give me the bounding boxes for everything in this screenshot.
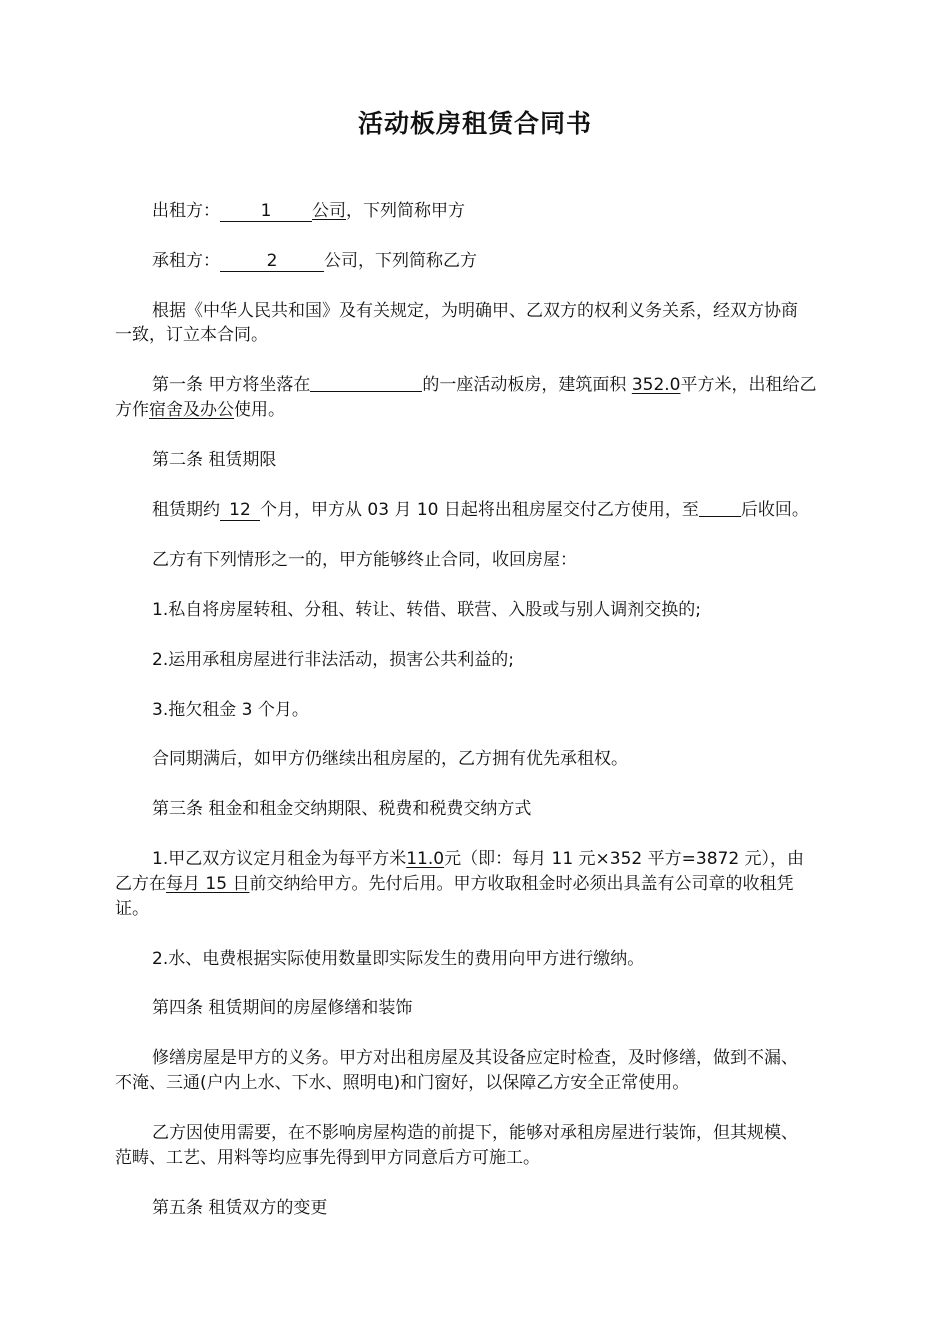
location-blank	[310, 374, 422, 392]
repair-line-2: 不淹、三通(户内上水、下水、照明电)和门窗好，以保障乙方安全正常使用。	[115, 1073, 690, 1093]
lease-term-line	[152, 497, 880, 523]
termination-item-3: 3.拖欠租金 3 个月。	[152, 700, 309, 720]
renewal-clause: 合同期满后，如甲方仍继续出租房屋的，乙方拥有优先承租权。	[152, 749, 628, 769]
termination-intro: 乙方有下列情形之一的，甲方能够终止合同，收回房屋：	[152, 550, 577, 570]
rent-text-a: 1.甲乙双方议定月租金为每平方米	[152, 849, 407, 869]
utilities-clause: 2.水、电费根据实际使用数量即实际发生的费用向甲方进行缴纳。	[152, 949, 645, 969]
rent-line-2	[115, 871, 880, 897]
rent-text-d: 前交纳给甲方。先付后用。甲方收取租金时必须出具盖有公司章的收租凭	[249, 874, 794, 894]
lessee-label: 承租方：	[152, 251, 220, 271]
intro-line-1: 根据《中华人民共和国》及有关规定，为明确甲、乙双方的权利义务关系，经双方协商	[152, 301, 798, 321]
article1-text-d: 方作	[115, 400, 149, 420]
article1-text-c: 平方米，出租给乙	[680, 375, 817, 395]
decoration-line-1: 乙方因使用需要，在不影响房屋构造的前提下，能够对承租房屋进行装饰，但其规模、	[152, 1123, 798, 1143]
end-date-blank	[699, 499, 741, 517]
lessor-label: 出租方：	[152, 201, 220, 221]
termination-item-1: 1.私自将房屋转租、分租、转让、转借、联营、入股或与别人调剂交换的;	[152, 600, 701, 620]
usage-purpose: 宿舍及办公	[149, 400, 234, 420]
lease-term-text-c: 后收回。	[740, 500, 809, 520]
article5-heading: 第五条 租赁双方的变更	[152, 1198, 328, 1218]
article4-heading: 第四条 租赁期间的房屋修缮和装饰	[152, 998, 413, 1018]
lessee-suffix: 公司，下列简称乙方	[324, 251, 477, 271]
building-area: 352.0	[631, 375, 681, 395]
article1-text-e: 使用。	[234, 400, 285, 420]
lease-term-text-b: 个月，甲方从 03 月 10 日起将出租房屋交付乙方使用，至	[260, 500, 699, 520]
lessor-line	[152, 198, 880, 224]
lessee-value: 2	[220, 251, 324, 272]
lessee-line	[152, 248, 880, 274]
article1-line-2	[115, 397, 880, 423]
rent-line-1	[152, 846, 880, 872]
article1-text-a: 第一条 甲方将坐落在	[152, 375, 311, 395]
lessor-value: 1	[220, 201, 312, 222]
intro-line-2: 一致，订立本合同。	[115, 325, 268, 345]
article2-heading: 第二条 租赁期限	[152, 450, 277, 470]
rent-rate: 11.0	[406, 849, 445, 869]
lease-term-text-a: 租赁期约	[152, 500, 220, 520]
lessor-company: 公司	[312, 201, 346, 221]
rent-due-date: 每月 15 日	[166, 874, 250, 894]
termination-item-2: 2.运用承租房屋进行非法活动，损害公共利益的;	[152, 650, 514, 670]
decoration-line-2: 范畴、工艺、用料等均应事先得到甲方同意后方可施工。	[115, 1148, 540, 1168]
rent-text-c: 乙方在	[115, 874, 166, 894]
article3-heading: 第三条 租金和租金交纳期限、税费和税费交纳方式	[152, 799, 532, 819]
rent-text-b: 元（即：每月 11 元×352 平方=3872 元），由	[444, 849, 805, 869]
rent-line-3: 证。	[115, 899, 149, 919]
lease-months: 12	[220, 500, 260, 521]
repair-line-1: 修缮房屋是甲方的义务。甲方对出租房屋及其设备应定时检查，及时修缮，做到不漏、	[152, 1048, 798, 1068]
article1-text-b: 的一座活动板房，建筑面积	[422, 375, 627, 395]
lessor-suffix: ，下列简称甲方	[346, 201, 465, 221]
document-title: 活动板房租赁合同书	[357, 109, 592, 138]
article1-line-1	[152, 372, 880, 398]
